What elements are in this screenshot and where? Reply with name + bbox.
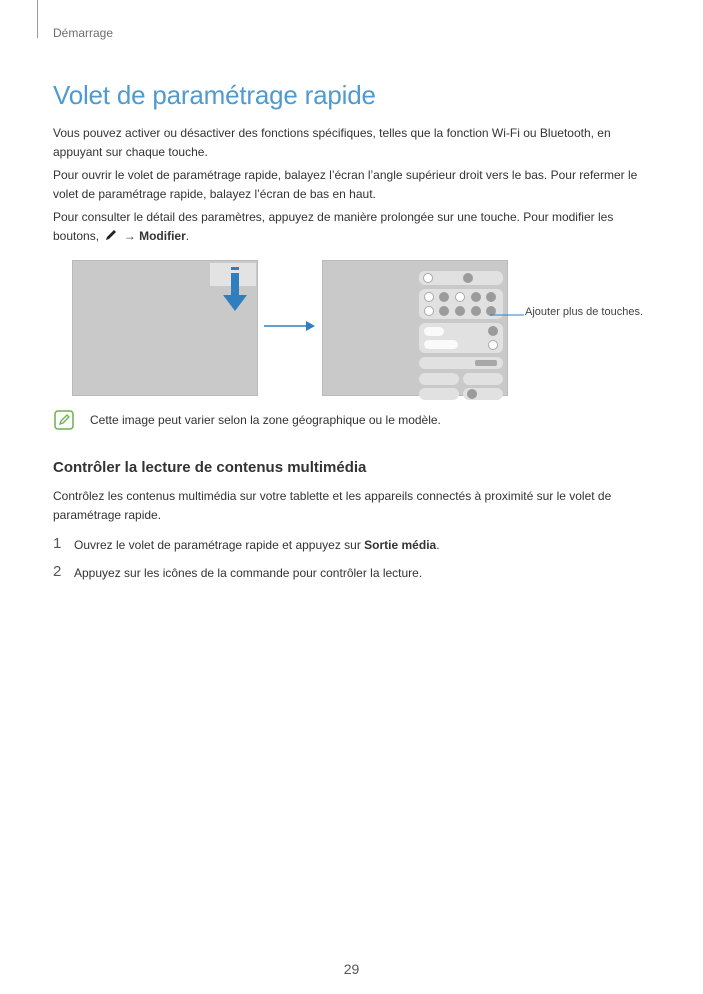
paragraph-open-close: Pour ouvrir le volet de paramétrage rapide, balayez l’écran l’angle supérieur droit vers le bas. Pour refermer le volet de paramétrage rapide, balayez l’écran de bas en haut.	[53, 168, 638, 201]
panel-top-icon	[423, 273, 433, 283]
subsection-intro: Contrôlez les contenus multimédia sur votre tablette et les appareils connectés à proximité sur le volet de paramétrage rapide.	[53, 489, 612, 522]
note-text: Cette image peut varier selon la zone géographique ou le modèle.	[90, 413, 441, 427]
tile-small	[463, 373, 503, 385]
note-icon	[54, 410, 74, 430]
slider-icon	[488, 340, 498, 350]
tile-small	[463, 388, 503, 400]
callout-text: Ajouter plus de touches.	[525, 306, 644, 318]
transition-arrow-icon	[264, 320, 316, 332]
section-label: Démarrage	[53, 26, 114, 40]
panel-top-bar	[419, 271, 503, 285]
media-bar	[419, 357, 503, 369]
swipe-down-arrow-icon	[221, 267, 249, 313]
paragraph-intro: Vous pouvez activer ou désactiver des fonctions spécifiques, telles que la fonction Wi-Fi ou Bluetooth, en appuyant sur chaque touche.	[53, 126, 611, 159]
quick-panel	[419, 269, 503, 393]
period: .	[185, 229, 190, 243]
quick-button	[486, 292, 496, 302]
page-number: 29	[343, 961, 360, 977]
quick-button	[439, 292, 449, 302]
step-text: Appuyez sur les icônes de la commande pour contrôler la lecture.	[74, 566, 423, 580]
quick-button	[424, 306, 434, 316]
tile-small	[419, 373, 459, 385]
slider-icon	[488, 326, 498, 336]
step-number: 2	[53, 563, 62, 580]
header-rule	[37, 0, 38, 38]
media-output	[475, 360, 497, 366]
volume-slider	[424, 340, 458, 349]
home-screen-illustration	[72, 260, 258, 396]
modify-label: Modifier	[139, 229, 186, 243]
quick-button	[471, 292, 481, 302]
step-number: 1	[53, 535, 62, 552]
quick-button	[424, 292, 434, 302]
brightness-slider	[424, 327, 444, 336]
paragraph-modify	[53, 208, 649, 246]
step-text-end: .	[436, 538, 440, 552]
tile-icon	[467, 389, 477, 399]
quick-button	[455, 306, 465, 316]
arrow-text: →	[123, 229, 136, 243]
paragraph-modify-text: Pour consulter le détail des paramètres, appuyez de manière prolongée sur une touche. Pour modifier les boutons,	[53, 210, 614, 243]
callout-line	[490, 313, 526, 317]
quick-button	[439, 306, 449, 316]
quick-panel-illustration	[322, 260, 508, 396]
step-text-part: Ouvrez le volet de paramétrage rapide et appuyez sur	[74, 538, 365, 552]
pen-icon	[104, 228, 118, 242]
media-output-label: Sortie média	[364, 538, 437, 552]
step-text	[74, 538, 440, 552]
subsection-title: Contrôler la lecture de contenus multimédia	[53, 459, 367, 476]
page-title: Volet de paramétrage rapide	[53, 80, 376, 110]
tile-small	[419, 388, 459, 400]
quick-button	[471, 306, 481, 316]
panel-top-icon	[463, 273, 473, 283]
quick-button	[455, 292, 465, 302]
sliders-panel	[419, 323, 503, 353]
